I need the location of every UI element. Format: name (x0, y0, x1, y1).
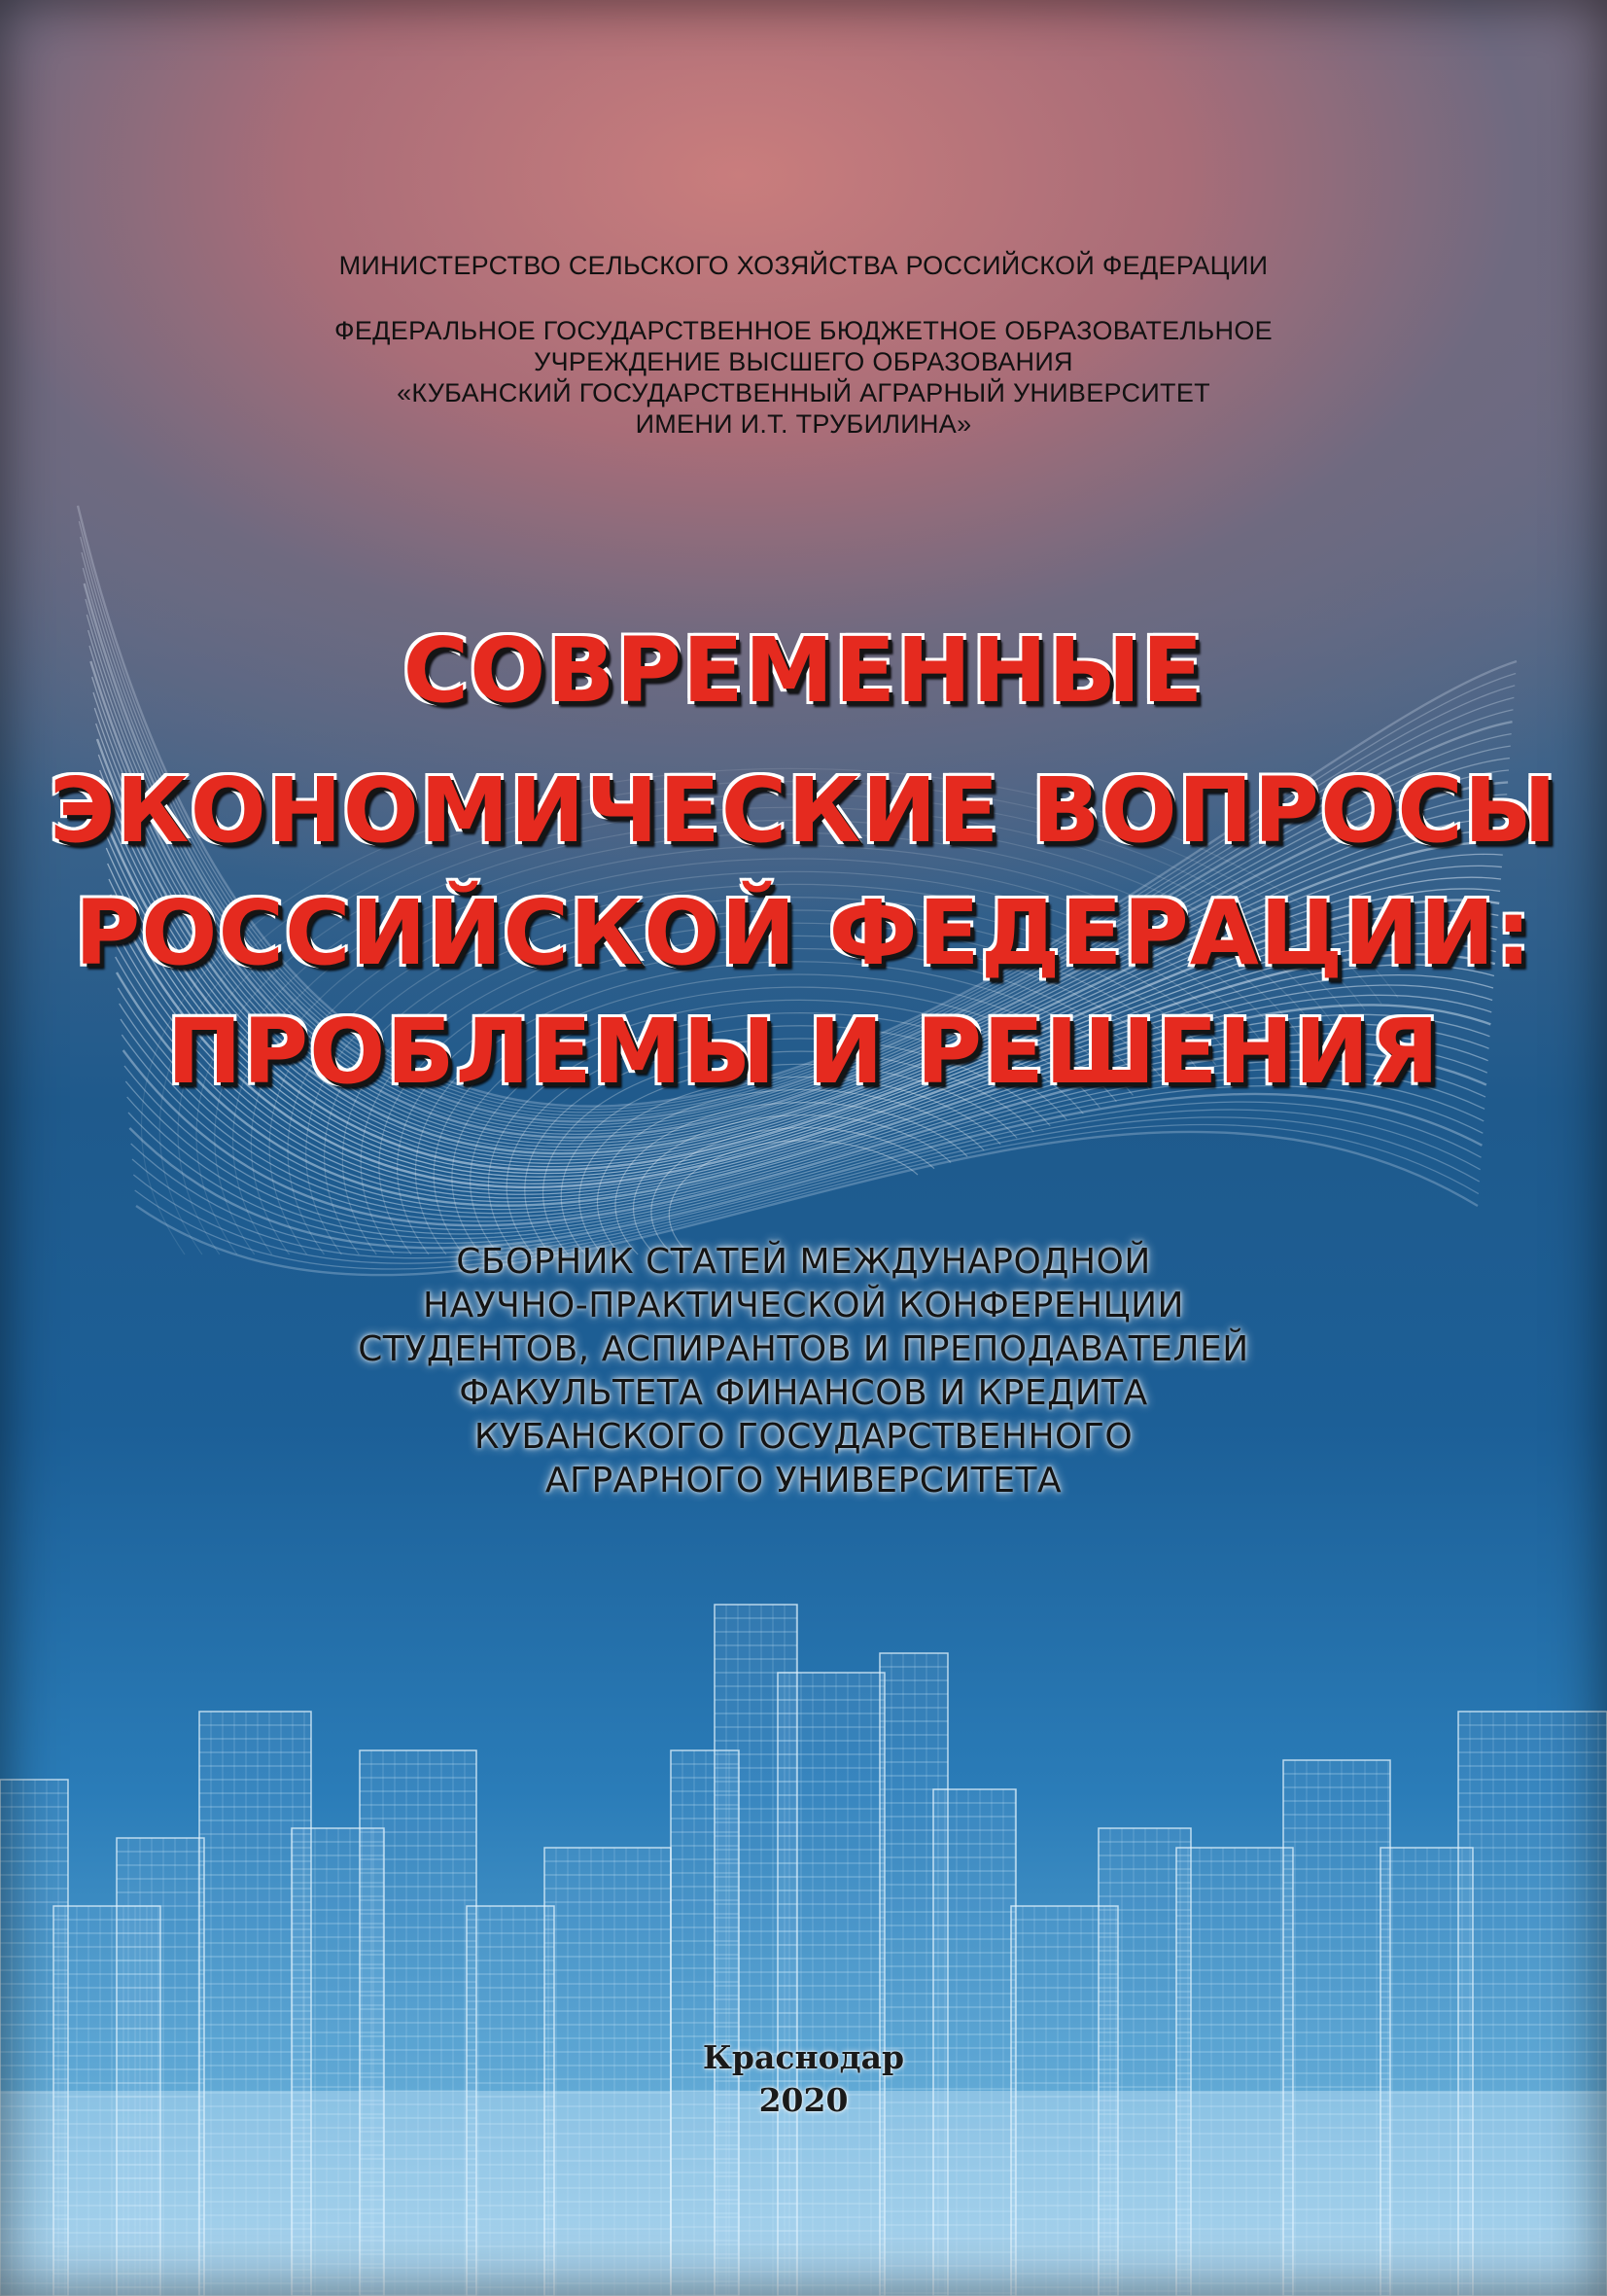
institution-line-3: «КУБАНСКИЙ ГОСУДАРСТВЕННЫЙ АГРАРНЫЙ УНИВЕРСИТЕТ (397, 378, 1210, 407)
institution-line-4: ИМЕНИ И.Т. ТРУБИЛИНА» (635, 409, 972, 439)
year-label: 2020 (758, 2081, 849, 2119)
city-label: Краснодар (702, 2038, 905, 2076)
title-line-2: ЭКОНОМИЧЕСКИЕ ВОПРОСЫ (49, 759, 1558, 863)
subtitle-line-2: НАУЧНО-ПРАКТИЧЕСКОЙ КОНФЕРЕНЦИИ (423, 1286, 1184, 1325)
title-line-4: ПРОБЛЕМЫ И РЕШЕНИЯ (166, 1000, 1441, 1104)
institution-line-2: УЧРЕЖДЕНИЕ ВЫСШЕГО ОБРАЗОВАНИЯ (534, 347, 1073, 376)
institution-line-1: ФЕДЕРАЛЬНОЕ ГОСУДАРСТВЕННОЕ БЮДЖЕТНОЕ ОБРАЗОВАТЕЛЬНОЕ (334, 316, 1273, 345)
subtitle-line-1: СБОРНИК СТАТЕЙ МЕЖДУНАРОДНОЙ (456, 1242, 1151, 1282)
title-line-1: СОВРЕМЕННЫЕ (402, 618, 1205, 723)
subtitle-line-4: ФАКУЛЬТЕТА ФИНАНСОВ И КРЕДИТА (459, 1373, 1148, 1413)
subtitle-line-5: КУБАНСКОГО ГОСУДАРСТВЕННОГО (473, 1417, 1134, 1457)
title-line-3: РОССИЙСКОЙ ФЕДЕРАЦИИ: (74, 881, 1533, 985)
skyline-glow (0, 2091, 1607, 2296)
subtitle-line-3: СТУДЕНТОВ, АСПИРАНТОВ И ПРЕПОДАВАТЕЛЕЙ (358, 1329, 1249, 1369)
subtitle-line-6: АГРАРНОГО УНИВЕРСИТЕТА (544, 1461, 1063, 1501)
city-skyline-illustration (0, 1605, 1607, 2296)
ministry-line: МИНИСТЕРСТВО СЕЛЬСКОГО ХОЗЯЙСТВА РОССИЙСКОЙ ФЕДЕРАЦИИ (338, 251, 1269, 280)
